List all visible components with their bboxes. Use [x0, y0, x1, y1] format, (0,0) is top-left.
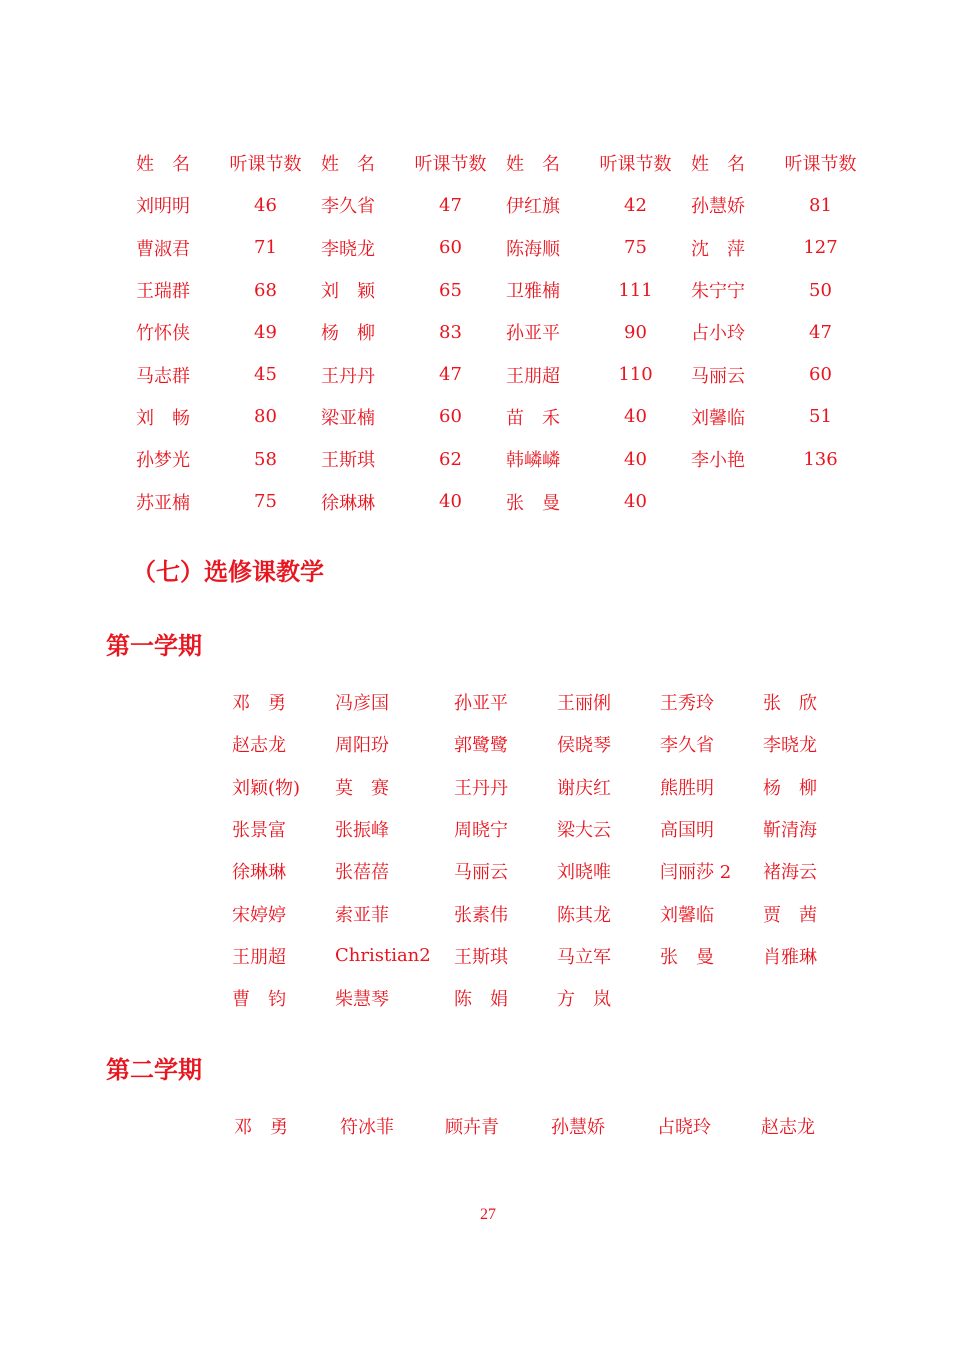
- teacher-name-cell: 刘 畅: [136, 407, 190, 429]
- section-heading: （七）选修课教学: [132, 557, 324, 586]
- lesson-count-cell: 42: [624, 194, 647, 216]
- lesson-count-cell: 65: [439, 279, 462, 301]
- teacher-name-cell: 王朋超: [506, 365, 560, 387]
- teacher-name-cell: 沈 萍: [691, 238, 745, 260]
- teacher-name: 方 岚: [557, 989, 611, 1011]
- teacher-name: 陈其龙: [557, 904, 611, 926]
- teacher-name: 王丽俐: [557, 693, 611, 715]
- term2-name-grid: [234, 1105, 865, 1147]
- teacher-name: 李久省: [660, 735, 714, 757]
- lesson-count-cell: 47: [439, 194, 462, 216]
- teacher-name: 马丽云: [454, 862, 508, 884]
- header-name: 姓 名: [506, 154, 560, 176]
- teacher-name: 梁大云: [557, 820, 611, 842]
- teacher-name-cell: 刘 颖: [321, 281, 375, 303]
- teacher-name: 谢庆红: [557, 777, 611, 799]
- teacher-name: 郭鹭鹭: [454, 735, 508, 757]
- lesson-count-cell: 50: [809, 279, 832, 301]
- lesson-count-cell: 40: [624, 448, 647, 470]
- teacher-name: 徐琳琳: [232, 862, 286, 884]
- table-row: [120, 311, 860, 353]
- teacher-name: 陈 娟: [454, 989, 508, 1011]
- teacher-name: 宋婷婷: [232, 904, 286, 926]
- teacher-name: 孙慧娇: [551, 1117, 605, 1138]
- teacher-name: 莫 赛: [335, 777, 389, 799]
- teacher-name: 刘馨临: [660, 904, 714, 926]
- teacher-name: 贾 茜: [763, 904, 817, 926]
- lesson-count-cell: 90: [624, 321, 647, 343]
- teacher-name: 邓 勇: [232, 693, 286, 715]
- lesson-count-cell: 75: [624, 237, 647, 259]
- table-row: [120, 353, 860, 395]
- teacher-name: 曹 钧: [232, 989, 286, 1011]
- term2-heading: 第二学期: [106, 1055, 202, 1084]
- lesson-count-cell: 60: [809, 364, 832, 386]
- teacher-name: 张素伟: [454, 904, 508, 926]
- lesson-count-cell: 51: [809, 406, 832, 428]
- lesson-count-cell: [781, 480, 860, 522]
- teacher-name: 刘晓唯: [557, 862, 611, 884]
- page-number: 27: [480, 1206, 496, 1223]
- lesson-count-cell: 68: [254, 279, 277, 301]
- teacher-name-cell: 张 曼: [506, 492, 560, 514]
- teacher-name-cell: 马志群: [136, 365, 190, 387]
- teacher-name-cell: 占小玲: [691, 323, 745, 345]
- teacher-name: 侯晓琴: [557, 735, 611, 757]
- teacher-name: 褚海云: [763, 862, 817, 884]
- lesson-count-cell: 81: [809, 194, 832, 216]
- teacher-name: 冯彦国: [335, 693, 389, 715]
- header-count: 听课节数: [599, 154, 672, 176]
- teacher-name: 李晓龙: [763, 735, 817, 757]
- lesson-count-cell: 46: [254, 194, 277, 216]
- lesson-count-cell: 40: [624, 406, 647, 428]
- teacher-name: 王斯琪: [454, 946, 508, 968]
- lesson-count-cell: 83: [439, 321, 462, 343]
- teacher-name: Christian2: [335, 945, 431, 967]
- teacher-name: 高国明: [660, 820, 714, 842]
- teacher-name: 赵志龙: [232, 735, 286, 757]
- lesson-count-cell: 111: [618, 279, 653, 301]
- teacher-name: 占晓玲: [657, 1117, 711, 1138]
- table-row: [120, 480, 860, 522]
- header-count: 听课节数: [414, 154, 487, 176]
- teacher-name-cell: 曹淑君: [136, 238, 190, 260]
- term1-name-grid: [232, 681, 866, 1019]
- header-name: 姓 名: [136, 154, 190, 176]
- teacher-name: 杨 柳: [763, 777, 817, 799]
- teacher-name: 张 曼: [660, 946, 714, 968]
- teacher-name: 邓 勇: [234, 1117, 288, 1138]
- teacher-name: 熊胜明: [660, 777, 714, 799]
- teacher-name: 王秀玲: [660, 693, 714, 715]
- lesson-count-cell: 47: [439, 364, 462, 386]
- teacher-name: 王朋超: [232, 946, 286, 968]
- lesson-count-cell: 136: [803, 448, 838, 470]
- teacher-name: 索亚菲: [335, 904, 389, 926]
- teacher-name: 张 欣: [763, 693, 817, 715]
- teacher-name-cell: 卫雅楠: [506, 281, 560, 303]
- teacher-name: 张振峰: [335, 820, 389, 842]
- teacher-name-cell: 韩嶙嶙: [506, 450, 560, 472]
- teacher-name-cell: 竹怀侠: [136, 323, 190, 345]
- teacher-name: 马立军: [557, 946, 611, 968]
- lesson-count-cell: 71: [254, 237, 277, 259]
- lesson-count-cell: 80: [254, 406, 277, 428]
- teacher-name: 周晓宁: [454, 820, 508, 842]
- lesson-count-cell: 40: [439, 491, 462, 513]
- table-row: [120, 269, 860, 311]
- teacher-name-cell: 王瑞群: [136, 281, 190, 303]
- teacher-name: 王丹丹: [454, 777, 508, 799]
- teacher-name-cell: 梁亚楠: [321, 407, 375, 429]
- teacher-name-cell: 杨 柳: [321, 323, 375, 345]
- teacher-name-cell: 孙慧娇: [691, 196, 745, 218]
- lesson-count-cell: 75: [254, 491, 277, 513]
- teacher-name: 孙亚平: [454, 693, 508, 715]
- lesson-count-cell: 60: [439, 237, 462, 259]
- teacher-name-cell: 刘明明: [136, 196, 190, 218]
- lesson-count-cell: 40: [624, 491, 647, 513]
- attendance-table: [120, 142, 860, 523]
- teacher-name: 符冰菲: [340, 1117, 394, 1138]
- teacher-name: 柴慧琴: [335, 989, 389, 1011]
- table-header-row: [120, 142, 860, 184]
- teacher-name-cell: 伊红旗: [506, 196, 560, 218]
- teacher-name: 周阳玢: [335, 735, 389, 757]
- teacher-name: 赵志龙: [761, 1117, 815, 1138]
- teacher-name-cell: 陈海顺: [506, 238, 560, 260]
- teacher-name-cell: 孙梦光: [136, 450, 190, 472]
- teacher-name: 张蓓蓓: [335, 862, 389, 884]
- table-row: [120, 396, 860, 438]
- teacher-name-cell: 李晓龙: [321, 238, 375, 260]
- teacher-name: 张景富: [232, 820, 286, 842]
- teacher-name-cell: 马丽云: [691, 365, 745, 387]
- teacher-name-cell: 苏亚楠: [136, 492, 190, 514]
- teacher-name-cell: 苗 禾: [506, 407, 560, 429]
- teacher-name-cell: 徐琳琳: [321, 492, 375, 514]
- header-name: 姓 名: [321, 154, 375, 176]
- lesson-count-cell: 62: [439, 448, 462, 470]
- header-name: 姓 名: [691, 154, 745, 176]
- lesson-count-cell: 58: [254, 448, 277, 470]
- teacher-name-cell: [675, 480, 781, 522]
- header-count: 听课节数: [784, 154, 857, 176]
- teacher-name-cell: 王丹丹: [321, 365, 375, 387]
- header-count: 听课节数: [229, 154, 302, 176]
- lesson-count-cell: 127: [803, 237, 838, 259]
- lesson-count-cell: 49: [254, 321, 277, 343]
- attendance-table-body: [120, 184, 860, 522]
- teacher-name: 肖雅琳: [763, 946, 817, 968]
- table-row: [120, 438, 860, 480]
- table-row: [120, 184, 860, 226]
- lesson-count-cell: 47: [809, 321, 832, 343]
- teacher-name: 顾卉青: [445, 1117, 499, 1138]
- lesson-count-cell: 45: [254, 364, 277, 386]
- teacher-name-cell: 李久省: [321, 196, 375, 218]
- teacher-name-cell: 王斯琪: [321, 450, 375, 472]
- teacher-name-cell: 刘馨临: [691, 407, 745, 429]
- teacher-name-cell: 朱宁宁: [691, 281, 745, 303]
- lesson-count-cell: 60: [439, 406, 462, 428]
- term1-heading: 第一学期: [106, 631, 202, 660]
- teacher-name: 刘颖(物): [232, 777, 301, 799]
- teacher-name: 靳清海: [763, 820, 817, 842]
- lesson-count-cell: 110: [618, 364, 653, 386]
- teacher-name-cell: 孙亚平: [506, 323, 560, 345]
- table-row: [120, 227, 860, 269]
- teacher-name: 闫丽莎 2: [660, 862, 732, 884]
- teacher-name-cell: 李小艳: [691, 450, 745, 472]
